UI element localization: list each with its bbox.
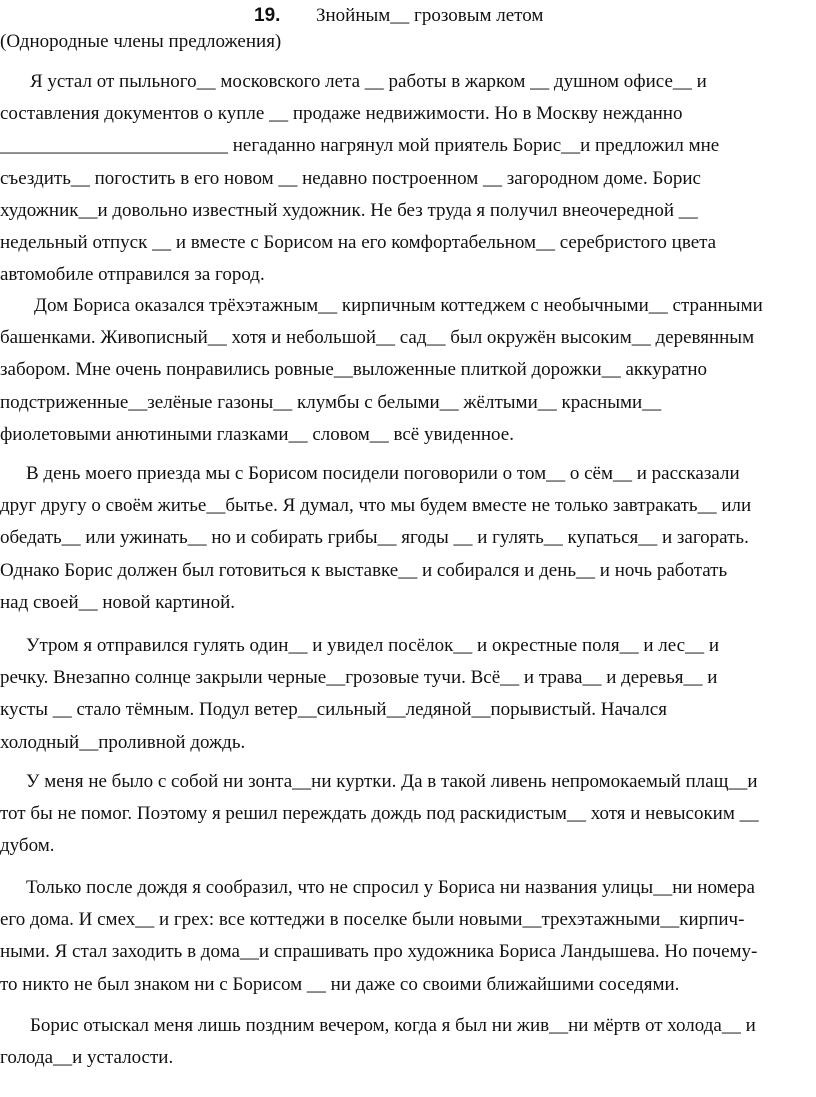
exercise-number: 19. — [254, 5, 281, 26]
paragraph-line: кусты __ стало тёмным. Подул ветер__сильный__ледяной__порывистый. Начался — [0, 699, 667, 721]
paragraph-line: В день моего приезда мы с Борисом посидели поговорили о том__ о сём__ и рассказали — [26, 463, 740, 484]
paragraph-line: холодный__проливной дождь. — [0, 731, 246, 753]
paragraph-line: речку. Внезапно солнце закрыли черные__грозовые тучи. Всё__ и трава__ и деревья__ и — [0, 667, 718, 689]
paragraph-4 — [0, 630, 812, 759]
paragraph-line: то никто не был знаком ни с Борисом __ ни даже со своими ближайшими соседями. — [0, 973, 680, 995]
paragraph-line: Я устал от пыльного__ московского лета __ работы в жарком __ душном офисе__ и — [30, 71, 707, 92]
paragraph-line: ________________________ негаданно нагрянул мой приятель Борис__и предложил мне — [0, 135, 720, 157]
paragraph-2 — [0, 290, 812, 451]
paragraph-line: его дома. И смех__ и грех: все коттеджи в поселке были новыми__трехэтажными__кирпич- — [0, 909, 745, 931]
paragraph-7 — [0, 1010, 812, 1074]
paragraph-line: Только после дождя я сообразил, что не спросил у Бориса ни названия улицы__ни номера — [26, 877, 755, 898]
paragraph-3 — [0, 458, 812, 619]
paragraph-line: подстриженные__зелёные газоны__ клумбы с белыми__ жёлтыми__ красными__ — [0, 391, 662, 413]
paragraph-line: над своей__ новой картиной. — [0, 591, 235, 613]
paragraph-line: дубом. — [0, 835, 55, 857]
paragraph-line: ными. Я стал заходить в дома__и спрашивать про художника Бориса Ландышева. Но почему- — [0, 941, 758, 963]
paragraph-line: составления документов о купле __ продаже недвижимости. Но в Москву нежданно — [0, 103, 683, 125]
paragraph-5 — [0, 766, 812, 863]
paragraph-line: голода__и усталости. — [0, 1047, 174, 1069]
paragraph-line: Однако Борис должен был готовиться к выставке__ и собирался и день__ и ночь работать — [0, 559, 728, 581]
paragraph-line: башенками. Живописный__ хотя и небольшой__ сад__ был окружён высоким__ деревянным — [0, 327, 755, 349]
paragraph-line: обедать__ или ужинать__ но и собирать грибы__ ягоды __ и гулять__ купаться__ и загорать. — [0, 527, 749, 549]
paragraph-line: забором. Мне очень понравились ровные__выложенные плиткой дорожки__ аккуратно — [0, 359, 707, 381]
exercise-subtitle: (Однородные члены предложения) — [0, 31, 282, 52]
paragraph-line: фиолетовыми анютиными глазками__ словом__ всё увиденное. — [0, 423, 514, 445]
paragraph-line: Борис отыскал меня лишь поздним вечером, когда я был ни жив__ни мёртв от холода__ и — [30, 1015, 756, 1036]
paragraph-line: Дом Бориса оказался трёхэтажным__ кирпичным коттеджем с необычными__ странными — [34, 295, 763, 316]
paragraph-line: съездить__ погостить в его новом __ недавно построенном __ загородном доме. Борис — [0, 167, 701, 189]
paragraph-1 — [0, 66, 812, 291]
paragraph-line: друг другу о своём житье__бытье. Я думал, что мы будем вместе не только завтракать__ или — [0, 495, 752, 517]
paragraph-line: тот бы не помог. Поэтому я решил переждать дождь под раскидистым__ хотя и невысоким __ — [0, 803, 759, 825]
paragraph-line: У меня не было с собой ни зонта__ни куртки. Да в такой ливень непромокаемый плащ__и — [26, 771, 758, 792]
paragraph-line: художник__и довольно известный художник. Не без труда я получил внеочередной __ — [0, 199, 698, 221]
paragraph-line: Утром я отправился гулять один__ и увидел посёлок__ и окрестные поля__ и лес__ и — [26, 635, 719, 656]
paragraph-line: автомобиле отправился за город. — [0, 264, 265, 286]
paragraph-6 — [0, 872, 812, 1001]
exercise-header — [0, 4, 816, 28]
paragraph-line: недельный отпуск __ и вместе с Борисом на его комфортабельном__ серебристого цвета — [0, 232, 717, 254]
exercise-title: Знойным__ грозовым летом — [316, 5, 544, 26]
